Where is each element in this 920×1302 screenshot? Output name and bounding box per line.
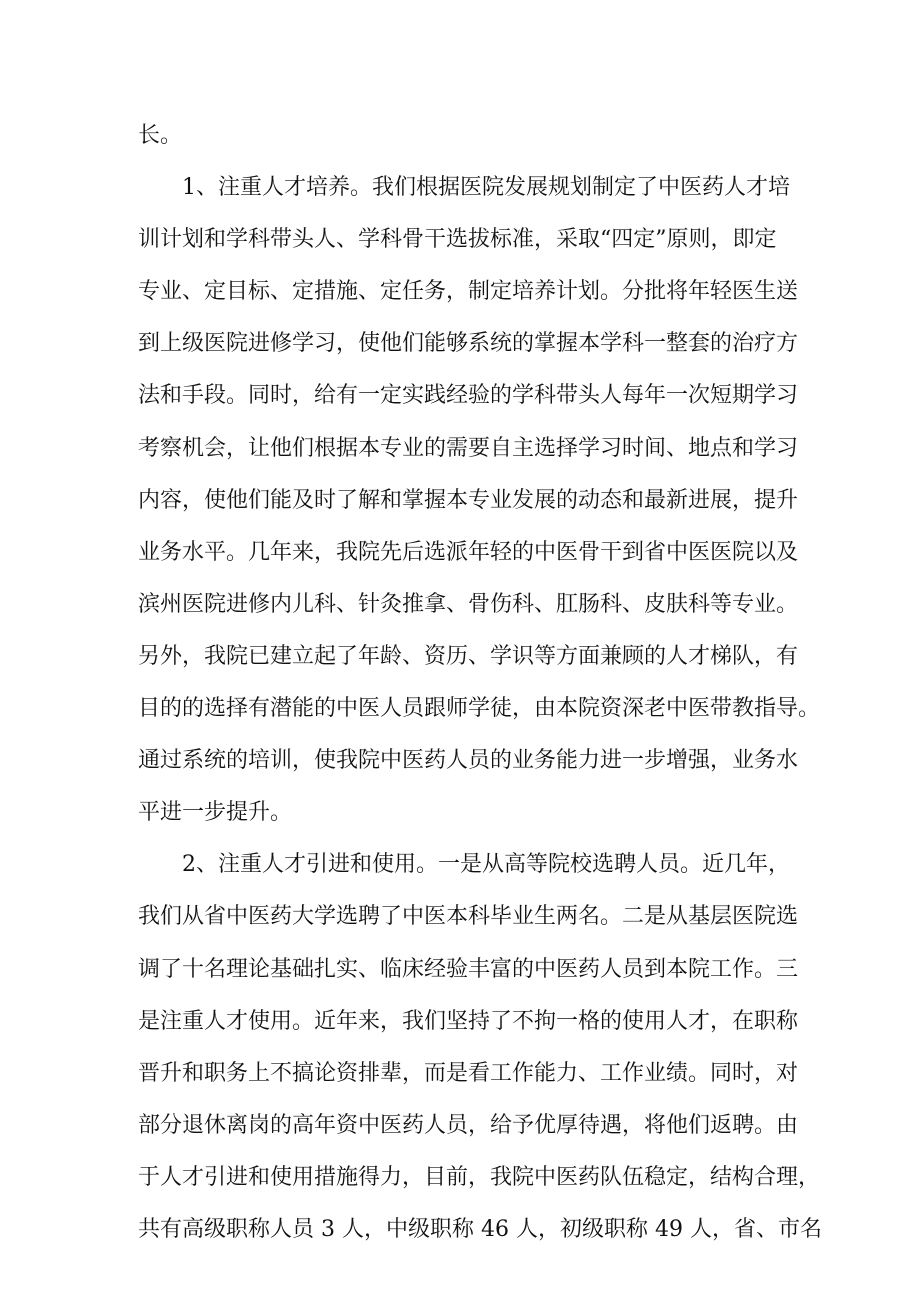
text-line: 2、注重人才引进和使用。一是从高等院校选聘人员。近几年， xyxy=(182,852,790,878)
text-line: 晋升和职务上不搞论资排辈，而是看工作能力、工作业绩。同时，对 xyxy=(138,1060,799,1086)
text-line: 目的的选择有潜能的中医人员跟师学徒，由本院资深老中医带教指导。 xyxy=(138,696,821,722)
text-line: 是注重人才使用。近年来，我们坚持了不拘一格的使用人才，在职称 xyxy=(138,1008,799,1034)
text-line: 调了十名理论基础扎实、临床经验丰富的中医药人员到本院工作。三 xyxy=(138,956,799,982)
text-line: 通过系统的培训，使我院中医药人员的业务能力进一步增强，业务水 xyxy=(138,748,799,774)
text-line: 滨州医院进修内儿科、针灸推拿、骨伤科、肛肠科、皮肤科等专业。 xyxy=(138,591,799,617)
text-line: 内容，使他们能及时了解和掌握本专业发展的动态和最新进展，提升 xyxy=(138,487,799,513)
text-line: 专业、定目标、定措施、定任务，制定培养计划。分批将年轻医生送 xyxy=(138,279,799,305)
text-line: 长。 xyxy=(138,123,183,148)
text-line: 共有高级职称人员 3 人，中级职称 46 人，初级职称 49 人，省、市名 xyxy=(138,1216,822,1242)
text-line: 到上级医院进修学习，使他们能够系统的掌握本学科一整套的治疗方 xyxy=(138,331,799,357)
text-line: 部分退休离岗的高年资中医药人员，给予优厚待遇，将他们返聘。由 xyxy=(138,1112,799,1138)
text-line: 法和手段。同时，给有一定实践经验的学科带头人每年一次短期学习 xyxy=(138,383,799,409)
text-line: 业务水平。几年来，我院先后选派年轻的中医骨干到省中医医院以及 xyxy=(138,539,799,565)
text-line: 训计划和学科带头人、学科骨干选拔标准，采取“四定”原则，即定 xyxy=(138,227,777,253)
text-line: 1、注重人才培养。我们根据医院发展规划制定了中医药人才培 xyxy=(182,175,790,201)
text-line: 我们从省中医药大学选聘了中医本科毕业生两名。二是从基层医院选 xyxy=(138,904,799,930)
body-text xyxy=(138,110,822,1256)
text-line: 另外，我院已建立起了年龄、资历、学识等方面兼顾的人才梯队，有 xyxy=(138,643,799,669)
text-line: 于人才引进和使用措施得力，目前，我院中医药队伍稳定，结构合理， xyxy=(138,1164,821,1190)
text-line: 平进一步提升。 xyxy=(138,800,293,826)
text-line: 考察机会，让他们根据本专业的需要自主选择学习时间、地点和学习 xyxy=(138,435,799,461)
